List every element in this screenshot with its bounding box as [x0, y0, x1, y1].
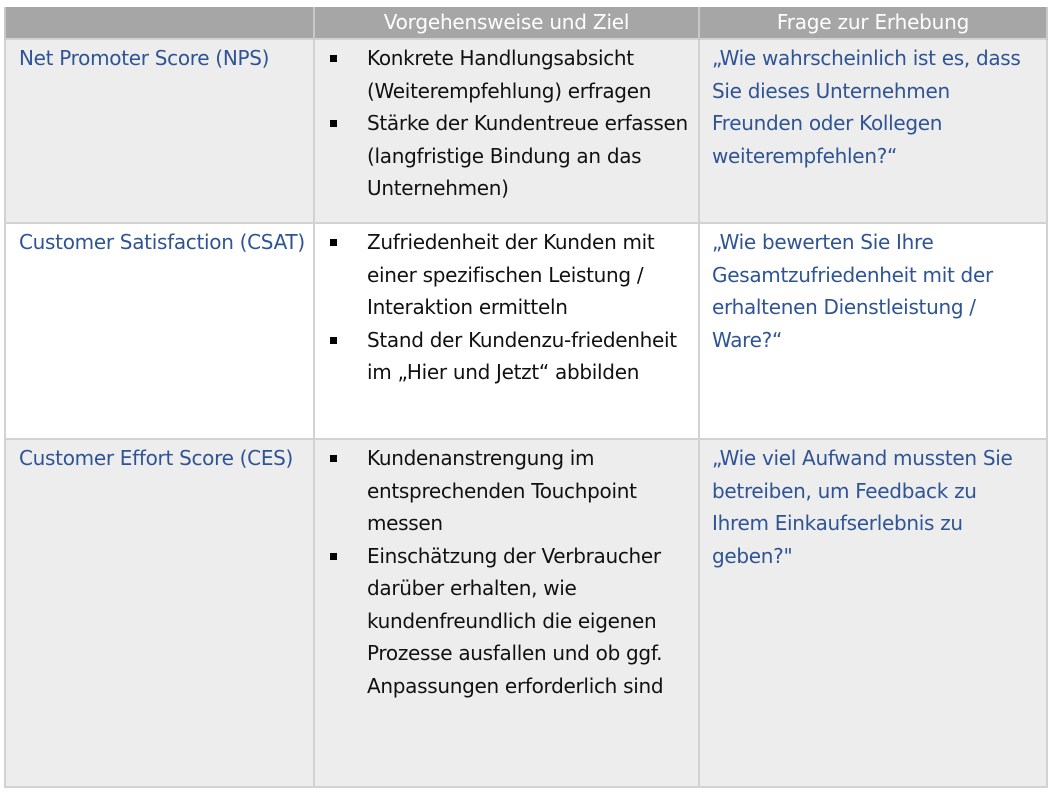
survey-question: „Wie bewerten Sie Ihre Gesamtzufriedenheit mit der erhaltenen Dienstleistung / Ware?“ — [712, 230, 993, 352]
customer-metrics-table — [4, 7, 1048, 788]
goals-cell — [314, 223, 699, 439]
question-cell — [699, 223, 1047, 439]
square-bullet-icon — [330, 239, 337, 246]
metric-name: Net Promoter Score (NPS) — [19, 46, 270, 70]
goals-list — [315, 40, 698, 205]
goal-text: Einschätzung der Verbraucher darüber erhalten, wie kundenfreundlich die eigenen Prozesse ausfallen und ob ggf. Anpassungen erforderlich sind — [367, 543, 664, 698]
question-cell — [699, 39, 1047, 223]
header-metric — [5, 7, 314, 39]
metric-cell — [5, 223, 314, 439]
table-row-nps — [5, 39, 1047, 223]
square-bullet-icon — [330, 55, 337, 62]
customer-metrics-table-container — [4, 7, 1046, 788]
square-bullet-icon — [330, 337, 337, 344]
table-row-ces — [5, 439, 1047, 787]
goal-text: Stärke der Kundentreue erfassen (langfristige Bindung an das Unternehmen) — [367, 111, 688, 200]
goal-item — [315, 226, 692, 324]
table-row-csat — [5, 223, 1047, 439]
goals-cell — [314, 39, 699, 223]
square-bullet-icon — [330, 553, 337, 560]
goal-item — [315, 42, 692, 107]
header-approach-goal: Vorgehensweise und Ziel — [314, 7, 699, 39]
metric-name: Customer Satisfaction (CSAT) — [19, 230, 305, 254]
square-bullet-icon — [330, 120, 337, 127]
goal-text: Konkrete Handlungsabsicht (Weiterempfehlung) erfragen — [367, 46, 652, 103]
header-survey-question: Frage zur Erhebung — [699, 7, 1047, 39]
square-bullet-icon — [330, 455, 337, 462]
goal-item — [315, 442, 692, 540]
metric-name: Customer Effort Score (CES) — [19, 446, 294, 470]
goal-item — [315, 107, 692, 205]
goal-text: Stand der Kundenzu-friedenheit im „Hier und Jetzt“ abbilden — [367, 327, 677, 384]
metric-cell — [5, 39, 314, 223]
metric-cell — [5, 439, 314, 787]
survey-question: „Wie wahrscheinlich ist es, dass Sie dieses Unternehmen Freunden oder Kollegen weiterempfehlen?“ — [712, 46, 1021, 168]
table-header-row — [5, 7, 1047, 39]
goals-list — [315, 440, 698, 702]
goal-text: Zufriedenheit der Kunden mit einer spezifischen Leistung / Interaktion ermitteln — [367, 230, 655, 319]
goals-list — [315, 224, 698, 389]
goal-item — [315, 324, 692, 389]
question-cell — [699, 439, 1047, 787]
goals-cell — [314, 439, 699, 787]
goal-item — [315, 540, 692, 703]
survey-question: „Wie viel Aufwand mussten Sie betreiben, um Feedback zu Ihrem Einkaufserlebnis zu geben?" — [712, 446, 1013, 568]
goal-text: Kundenanstrengung im entsprechenden Touchpoint messen — [367, 446, 637, 535]
